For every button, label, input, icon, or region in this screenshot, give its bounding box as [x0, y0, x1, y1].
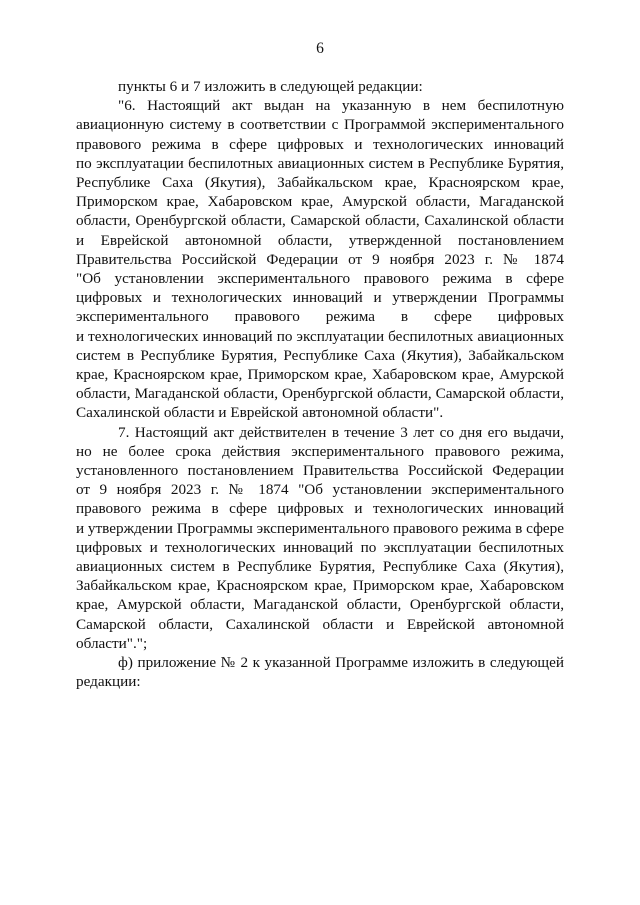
text-line: ф) приложение № 2 к указанной Программе изложить в следующей: [118, 654, 564, 672]
text-line: правового режима в сфере цифровых и технологических инноваций: [76, 135, 564, 153]
page-number: 6: [316, 40, 324, 57]
text-line: Правительства Российской Федерации от 9 ноября 2023 г. № 1874: [76, 250, 564, 268]
text-line: крае, Красноярском крае, Приморском крае, Хабаровском крае, Амурской: [76, 366, 564, 384]
text-line: Республике Саха (Якутия), Забайкальском крае, Красноярском крае,: [76, 174, 564, 192]
text-line: крае, Амурской области, Магаданской области, Оренбургской области,: [76, 596, 564, 614]
text-line: редакции:: [76, 673, 141, 691]
text-line: Приморском крае, Хабаровском крае, Амурской области, Магаданской: [76, 193, 564, 211]
text-line: и Еврейской автономной области, утвержденной постановлением: [76, 231, 564, 249]
text-line: и утверждении Программы экспериментального правового режима в сфере: [76, 519, 564, 537]
text-line: цифровых и технологических инноваций по эксплуатации беспилотных: [76, 538, 564, 556]
text-line: авиационных систем в Республике Бурятия, Республике Саха (Якутия),: [76, 558, 564, 576]
text-line: экспериментального правового режима в сфере цифровых: [76, 308, 564, 326]
text-line: области, Оренбургской области, Самарской области, Сахалинской области: [76, 212, 564, 230]
text-line: систем в Республике Бурятия, Республике Саха (Якутия), Забайкальском: [76, 346, 564, 364]
text-line: но не более срока действия экспериментального правового режима,: [76, 442, 564, 460]
text-line: области".";: [76, 634, 148, 652]
text-line: 7. Настоящий акт действителен в течение 3 лет со дня его выдачи,: [118, 423, 564, 441]
text-line: установленного постановлением Правительства Российской Федерации: [76, 462, 564, 480]
text-line: от 9 ноября 2023 г. № 1874 "Об установлении экспериментального: [76, 481, 564, 499]
text-line: пункты 6 и 7 изложить в следующей редакции:: [118, 78, 423, 95]
text-line: по эксплуатации беспилотных авиационных систем в Республике Бурятия,: [76, 154, 564, 172]
text-line: области, Магаданской области, Оренбургской области, Самарской области,: [76, 385, 564, 403]
text-line: авиационную систему в соответствии с Программой экспериментального: [76, 116, 564, 134]
text-line: Самарской области, Сахалинской области и Еврейской автономной: [76, 615, 564, 633]
text-line: правового режима в сфере цифровых и технологических инноваций: [76, 500, 564, 518]
text-line: "6. Настоящий акт выдан на указанную в нем беспилотную: [118, 97, 564, 115]
text-line: и технологических инноваций по эксплуатации беспилотных авиационных: [76, 327, 564, 345]
text-line: Забайкальском крае, Красноярском крае, Приморском крае, Хабаровском: [76, 577, 564, 595]
text-line: "Об установлении экспериментального правового режима в сфере: [76, 270, 564, 288]
text-line: цифровых и технологических инноваций и утверждении Программы: [76, 289, 564, 307]
document-body: [76, 77, 564, 692]
text-line: Сахалинской области и Еврейской автономной области".: [76, 404, 444, 422]
